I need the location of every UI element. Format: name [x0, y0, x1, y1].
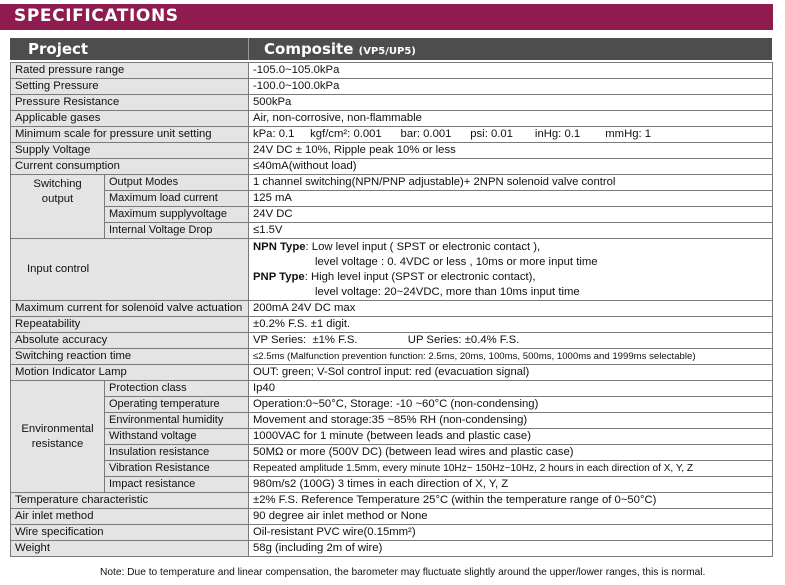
npn-type-title: NPN Type [253, 240, 306, 253]
setting-pressure-value: -100.0~100.0kPa [249, 79, 773, 95]
absolute-accuracy-value: VP Series: ±1% F.S. UP Series: ±0.4% F.S. [249, 333, 773, 349]
max-current-solenoid-value: 200mA 24V DC max [249, 301, 773, 317]
table-row [11, 445, 773, 461]
protection-class-label: Protection class [105, 381, 249, 397]
table-row [11, 143, 773, 159]
switching-reaction-label: Switching reaction time [11, 349, 249, 365]
applicable-gases-label: Applicable gases [11, 111, 249, 127]
pnp-type-line2: level voltage: 20~24VDC, more than 10ms input time [315, 285, 580, 298]
supply-voltage-label: Supply Voltage [11, 143, 249, 159]
repeatability-label: Repeatability [11, 317, 249, 333]
table-row [11, 509, 773, 525]
applicable-gases-value: Air, non-corrosive, non-flammable [249, 111, 773, 127]
table-row [11, 159, 773, 175]
table-row [11, 493, 773, 509]
composite-header [264, 40, 416, 58]
output-modes-label: Output Modes [105, 175, 249, 191]
section-banner [0, 4, 773, 30]
max-load-current-value: 125 mA [249, 191, 773, 207]
vibration-resistance-value: Repeated amplitude 1.5mm, every minute 10Hz~ 150Hz~10Hz, 2 hours in each direction of X, Y, Z [249, 461, 773, 477]
insulation-resistance-value: 50MΩ or more (500V DC) (between lead wires and plastic case) [249, 445, 773, 461]
table-row [11, 191, 773, 207]
environmental-line1: Environmental [21, 422, 94, 435]
table-row [11, 525, 773, 541]
wire-spec-value: Oil-resistant PVC wire(0.15mm²) [249, 525, 773, 541]
pressure-resistance-label: Pressure Resistance [11, 95, 249, 111]
pressure-resistance-value: 500kPa [249, 95, 773, 111]
table-row [11, 317, 773, 333]
table-row [11, 333, 773, 349]
table-row [11, 349, 773, 365]
vibration-resistance-label: Vibration Resistance [105, 461, 249, 477]
current-consumption-label: Current consumption [11, 159, 249, 175]
table-row [11, 111, 773, 127]
switching-output-label [11, 175, 105, 239]
output-modes-value: 1 channel switching(NPN/PNP adjustable)+ 2NPN solenoid valve control [249, 175, 773, 191]
withstand-voltage-value: 1000VAC for 1 minute (between leads and plastic case) [249, 429, 773, 445]
environmental-label [11, 381, 105, 493]
max-supply-voltage-value: 24V DC [249, 207, 773, 223]
model-label: (VP5/UP5) [358, 46, 416, 57]
motion-indicator-value: OUT: green; V-Sol control input: red (evacuation signal) [249, 365, 773, 381]
switching-output-line1: Switching [33, 178, 82, 190]
temperature-characteristic-label: Temperature characteristic [11, 493, 249, 509]
header-divider [248, 38, 249, 60]
table-row [11, 207, 773, 223]
table-row [11, 127, 773, 143]
min-scale-value: kPa: 0.1 kgf/cm²: 0.001 bar: 0.001 psi: 0.01 inHg: 0.1 mmHg: 1 [249, 127, 773, 143]
spec-table [10, 62, 773, 557]
table-row [11, 541, 773, 557]
supply-voltage-value: 24V DC ± 10%, Ripple peak 10% or less [249, 143, 773, 159]
absolute-accuracy-label: Absolute accuracy [11, 333, 249, 349]
table-row [11, 413, 773, 429]
internal-voltage-drop-value: ≤1.5V [249, 223, 773, 239]
npn-type-line2: level voltage : 0. 4VDC or less , 10ms or more input time [315, 255, 598, 268]
motion-indicator-label: Motion Indicator Lamp [11, 365, 249, 381]
max-load-current-label: Maximum load current [105, 191, 249, 207]
table-row [11, 381, 773, 397]
pnp-type-title: PNP Type [253, 270, 305, 283]
weight-value: 58g (including 2m of wire) [249, 541, 773, 557]
table-row [11, 461, 773, 477]
insulation-resistance-label: Insulation resistance [105, 445, 249, 461]
composite-label: Composite [264, 40, 354, 58]
wire-spec-label: Wire specification [11, 525, 249, 541]
footnote: Note: Due to temperature and linear compensation, the barometer may fluctuate slightly around the upper/lower ranges, this is normal. [100, 567, 706, 578]
project-header: Project [28, 40, 89, 58]
rated-pressure-label: Rated pressure range [11, 63, 249, 79]
table-row [11, 397, 773, 413]
table-row [11, 175, 773, 191]
table-row [11, 429, 773, 445]
npn-type-line1: : Low level input ( SPST or electronic contact ), [305, 240, 541, 253]
pnp-type-line1: : High level input (SPST or electronic contact), [304, 270, 536, 283]
environmental-humidity-value: Movement and storage:35 ~85% RH (non-condensing) [249, 413, 773, 429]
table-row [11, 95, 773, 111]
protection-class-value: Ip40 [249, 381, 773, 397]
table-row [11, 239, 773, 301]
input-control-value [249, 239, 773, 301]
environmental-humidity-label: Environmental humidity [105, 413, 249, 429]
withstand-voltage-label: Withstand voltage [105, 429, 249, 445]
impact-resistance-label: Impact resistance [105, 477, 249, 493]
max-current-solenoid-label: Maximum current for solenoid valve actuation [11, 301, 249, 317]
input-control-label: Input control [11, 239, 249, 301]
table-row [11, 223, 773, 239]
temperature-characteristic-value: ±2% F.S. Reference Temperature 25°C (within the temperature range of 0~50°C) [249, 493, 773, 509]
section-title: SPECIFICATIONS [14, 6, 179, 26]
weight-label: Weight [11, 541, 249, 557]
max-supply-voltage-label: Maximum supplyvoltage [105, 207, 249, 223]
internal-voltage-drop-label: Internal Voltage Drop [105, 223, 249, 239]
table-row [11, 79, 773, 95]
operating-temperature-value: Operation:0~50°C, Storage: -10 ~60°C (non-condensing) [249, 397, 773, 413]
impact-resistance-value: 980m/s2 (100G) 3 times in each direction of X, Y, Z [249, 477, 773, 493]
repeatability-value: ±0.2% F.S. ±1 digit. [249, 317, 773, 333]
air-inlet-value: 90 degree air inlet method or None [249, 509, 773, 525]
min-scale-label: Minimum scale for pressure unit setting [11, 127, 249, 143]
table-row [11, 301, 773, 317]
table-row [11, 365, 773, 381]
table-header [10, 38, 772, 60]
environmental-line2: resistance [31, 437, 84, 450]
air-inlet-label: Air inlet method [11, 509, 249, 525]
rated-pressure-value: -105.0~105.0kPa [249, 63, 773, 79]
table-row [11, 63, 773, 79]
setting-pressure-label: Setting Pressure [11, 79, 249, 95]
current-consumption-value: ≤40mA(without load) [249, 159, 773, 175]
operating-temperature-label: Operating temperature [105, 397, 249, 413]
table-row [11, 477, 773, 493]
switching-output-line2: output [41, 193, 74, 205]
switching-reaction-value: ≤2.5ms (Malfunction prevention function: 2.5ms, 20ms, 100ms, 500ms, 1000ms and 1999ms selectable) [249, 349, 773, 365]
